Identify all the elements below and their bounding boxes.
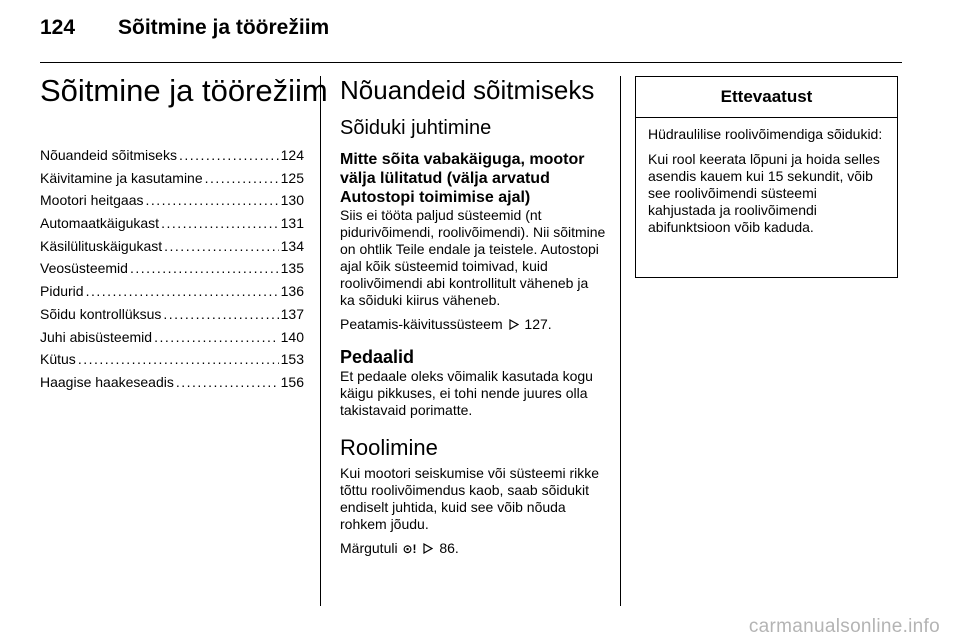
toc-item-label: Pidurid [40, 283, 84, 300]
stop-start-label: Peatamis-käivitussüsteem [340, 316, 503, 332]
coasting-paragraph: Siis ei tööta paljud süsteemid (nt pidurivõimendi, roolivõimendi). Nii sõitmine on ohtlik Teile endale ja teistele. Autostopi ajal kõik süsteemid toimivad, kuid roolivõimendi abi kontrollitult väheneb ja ka sõiduki kiirus väheneb. [340, 207, 606, 308]
toc-item[interactable] [40, 371, 304, 394]
toc-item[interactable] [40, 257, 304, 280]
toc-leader [86, 280, 279, 303]
toc-item-label: Kütus [40, 351, 76, 368]
toc-item[interactable] [40, 189, 304, 212]
toc-leader [163, 303, 278, 326]
toc-item-page: 125 [280, 169, 304, 186]
toc-item-label: Nõuandeid sõitmiseks [40, 147, 177, 163]
toc-leader [130, 257, 279, 280]
toc-item-page: 131 [280, 215, 304, 232]
toc-item-label: Veosüsteemid [40, 260, 128, 277]
toc-item-page: 140 [280, 328, 304, 345]
toc-item-label: Sõidu kontrollüksus [40, 305, 162, 322]
pedals-paragraph: Et pedaale oleks võimalik kasutada kogu käigu pikkuses, ei tohi nende juures olla takistavaid porimatte. [340, 368, 593, 418]
page-reference-icon [509, 319, 519, 330]
steering-paragraph: Kui mootori seiskumise või süsteemi rikke tõttu roolivõimendus kaob, saab sõidukit endiselt juhtida, kuid see võib nõuda rohkem jõudu. [340, 465, 600, 532]
toc-item-page: 130 [280, 192, 304, 209]
caution-paragraph: Hüdraulilise roolivõimendiga sõidukid: [648, 126, 883, 142]
subsection-title: Sõiduki juhtimine [340, 117, 492, 139]
toc-item-page: 153 [280, 351, 304, 368]
warning-light-page-link[interactable]: 86. [439, 540, 459, 556]
page-number: 124 [40, 16, 76, 39]
toc-leader [78, 348, 279, 371]
toc-item-page: 134 [280, 237, 304, 254]
caution-box [635, 76, 898, 278]
toc-item-label: Mootori heitgaas [40, 192, 144, 209]
chapter-column [40, 73, 328, 394]
toc-item[interactable] [40, 348, 304, 371]
toc-item-label: Juhi abisüsteemid [40, 328, 153, 345]
warning-light-reference [340, 540, 606, 558]
toc-item[interactable] [40, 167, 304, 190]
toc-item-page: 124 [280, 147, 304, 163]
toc-item[interactable] [40, 212, 304, 235]
toc-item-label: Automaatkäigukast [40, 215, 160, 232]
header-divider [40, 62, 902, 63]
toc-item-label: Haagise haakeseadis [40, 373, 174, 390]
caution-title: Ettevaatust [636, 77, 897, 118]
toc-item[interactable] [40, 303, 304, 326]
toc-leader [154, 326, 279, 349]
page-header [40, 16, 902, 46]
toc-item[interactable] [40, 280, 304, 303]
running-title: Sõitmine ja töörežiim [118, 16, 330, 39]
stop-start-reference [340, 316, 606, 333]
main-column [340, 74, 606, 565]
steering-heading: Roolimine [340, 435, 438, 460]
caution-paragraph: Kui rool keerata lõpuni ja hoida selles asendis kauem kui 15 sekundit, võib see roolivõimendi süsteemi kahjustada ja roolivõimendi abifunktsioon võib kaduda. [648, 151, 880, 235]
toc-leader [161, 212, 279, 235]
toc-item-page: 156 [280, 373, 304, 390]
toc-leader [176, 371, 279, 394]
toc-leader [146, 189, 279, 212]
toc-leader [179, 144, 279, 167]
toc-item[interactable] [40, 326, 304, 349]
column-divider-left [320, 76, 321, 606]
toc-leader [205, 167, 279, 190]
stop-start-page-link[interactable]: 127. [524, 316, 552, 332]
page-reference-icon [423, 543, 433, 554]
caution-body [636, 118, 897, 236]
coasting-warning-heading: Mitte sõita vabakäiguga, mootor välja lülitatud (välja arvatud Autostopi toimimise ajal) [340, 151, 585, 206]
section-title: Nõuandeid sõitmiseks [340, 75, 595, 105]
toc-item-label: Käsilülituskäigukast [40, 237, 163, 254]
chapter-title: Sõitmine ja töörežiim [40, 73, 328, 108]
steering-warning-light-icon: ⊙! [402, 542, 417, 556]
toc-item-page: 136 [280, 283, 304, 300]
column-divider-right [620, 76, 621, 606]
toc-item[interactable] [40, 235, 304, 258]
toc-item-page: 135 [280, 260, 304, 277]
toc-item-label: Käivitamine ja kasutamine [40, 169, 203, 186]
toc-item[interactable] [40, 144, 304, 167]
toc-leader [164, 235, 278, 258]
toc-item-page: 137 [280, 305, 304, 322]
table-of-contents [40, 144, 304, 394]
pedals-heading: Pedaalid [340, 347, 415, 367]
watermark: carmanualsonline.info [748, 616, 940, 637]
warning-light-label: Märgutuli [340, 540, 398, 556]
